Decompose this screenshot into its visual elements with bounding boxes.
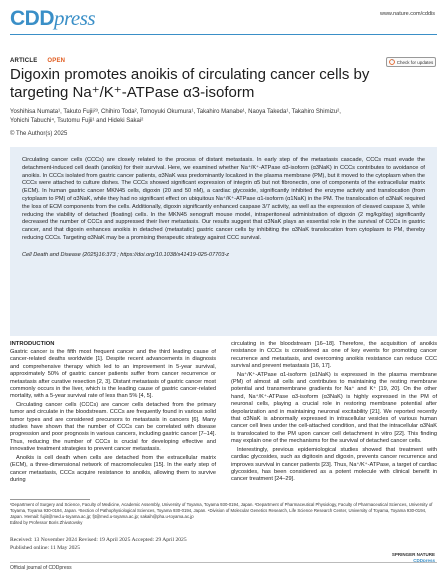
footer-journal: Official journal of CDDpress	[10, 565, 72, 571]
abstract-text: Circulating cancer cells (CCCs) are closely related to the process of distant metastasis. In early step of the metastasis cascade, CCCs must evade the detachment-induced cell death (anoikis) for their survival. Here, we examined whether Na⁺/K⁺-ATPase α3-isoform (α3NaK) in CCCs contributes to avoidance of anoikis. In CCCs isolated from gastric cancer patients, α3NaK was predominantly localized in the plasma membrane (PM), but it moved to the cytoplasm when the CCCs were attached to culture dishes. The CCCs showed significant expression of integrin α5 but not fibronectin, one of components of the extracellular matrix (ECM). In human gastric cancer MKN45 cells, digoxin (20 and 50 nM), a cardiac glycoside, significantly inhibited the enzyme activity and translocation (from cytoplasm to PM) of α3NaK, while they had no significant effect on ubiquitous Na⁺/K⁺-ATPase α1-isoform (α1NaK) in the PM. The translocation of α3NaK required the loss of ECM components from the cells. Additionally, digoxin significantly enhanced caspase 3/7 activity, as well as the expression of cleaved caspase 3, while reducing the viability of detached (floating) cells. In the MKN45 xenograft mouse model, intraperitoneal administration of digoxin (2 mg/kg/day) significantly decreased the number of CCCs and suppressed their liver metastasis. Our results suggest that α3NaK plays an essential role in the survival of CCCs in gastric cancer, and that digoxin enhances anoikis in detached (metastatic) gastric cancer cells by inhibiting the α3NaK translocation from cytoplasm to PM, thereby reducing CCCs. Targeting α3NaK may be a promising therapeutic strategy against CCC survival.	[22, 157, 425, 241]
paragraph: Na⁺/K⁺-ATPase α1-isoform (α1NaK) is expressed in the plasma membrane (PM) of almost all cells and contributes to maintaining the resting membrane potential and transmembrane gradients for Na⁺ and K⁺ [19, 20]. On the other hand, Na⁺/K⁺-ATPase α3-isoform (α3NaK) is highly expressed in the PM of neuronal cells, playing a crucial role in restoring membrane potential after depolarization and in maintaining neuronal excitability [21]. We reported recently that α3NaK is abnormally expressed in intracellular vesicles of various human cancer cell lines under the cell-attached condition, and that the intracellular α3NaK is translocated to the PM upon cancer cell detachment in vitro [22]. This finding may explain one of the mechanisms for the survival of detached cancer cells.	[231, 371, 437, 445]
footer-rule	[10, 562, 437, 563]
header-rule	[10, 34, 437, 35]
paragraph: Anoikis is cell death when cells are detached from the extracellular matrix (ECM), a three-dimensional network of macromolecules [15]. In the early step of cancer metastasis, CCCs acquire resistance to anoikis, allowing them to survive during	[10, 454, 216, 483]
refresh-icon	[389, 59, 395, 65]
author-list	[10, 108, 435, 126]
author-line-1[interactable]: Yoshihisa Numata¹, Takuto Fujii²³, Chihiro Toda², Tomoyuki Okumura¹, Takahiro Manabe¹, Naoya Takeda¹, Takahiro Shimizu²,	[10, 109, 341, 115]
journal-logo[interactable]: CDDpress	[10, 6, 96, 30]
author-line-2[interactable]: Yohichi Tabuchi⁴, Tsutomu Fujii¹ and Hideki Sakai²	[10, 118, 144, 124]
article-label: ARTICLE	[10, 58, 38, 64]
cddpress-label: CDDpress	[413, 558, 435, 563]
springer-nature-label: SPRINGER NATURE	[391, 552, 435, 557]
citation-line[interactable]: Cell Death and Disease (2025)16:373 ; https://doi.org/10.1038/s41419-025-07703-z	[22, 251, 230, 258]
footnote-rule	[10, 499, 90, 500]
published-date: Published online: 11 May 2025	[10, 545, 81, 551]
publication-dates	[10, 536, 187, 552]
article-title: Digoxin promotes anoikis of circulating cancer cells by targeting Na⁺/K⁺-ATPase α3-isoform	[10, 66, 370, 101]
paragraph: Interestingly, previous epidemiological studies showed that treatment with cardiac glycosides, such as digitoxin and digoxin, prevents cancer recurrence and improves survival in cancer patients [23]. Thus, Na⁺/K⁺-ATPase, a target of cardiac glycosides, has been considered as a potent molecule with clinical benefit in cancer treatment [24–29].	[231, 446, 437, 483]
open-access-label: OPEN	[47, 58, 66, 64]
paragraph: Gastric cancer is the fifth most frequent cancer and the third leading cause of cancer-related deaths worldwide [1]. Despite recent advancements in diagnosis and comprehensive therapy which led to an improvement in 5-year survival, approximately 50% of gastric cancer patients suffer from cancer recurrence or metastasis after curative resection [2, 3]. Distant metastasis of gastric cancer most commonly occurs in the liver, which is the leading cause of gastric cancer-related mortality, with a 5-year survival rate of less than 5% [4, 5].	[10, 349, 216, 400]
copyright: © The Author(s) 2025	[10, 131, 68, 137]
paragraph: Circulating cancer cells (CCCs) are cancer cells detached from the primary tumor and circulate in the bloodstream. CCCs are frequently found in various solid tumor types and are considered precursors to metastasis in cancers [6]. Many studies have shown that the number of CCCs can be correlated with disease progression and poor prognosis in various cancers, including gastric cancer [7–14]. Thus, reducing the number of CCCs is crucial for developing effective and innovative treatment strategies to prevent cancer metastasis.	[10, 401, 216, 453]
affiliations-footnote: ¹Department of Surgery and Science, Faculty of Medicine, Academic Assembly, University of Toyama, Toyama 930-0194, Japan. ²Department of Pharmaceutical Physiology, Faculty of Pharmaceutical Sciences, University of Toyama, Toyama 930-0194, Japan. ³Section of Pathophysiological Sciences, Toyama 930-0194, Japan. ⁴Division of Molecular Genetics Research, Life Science Research Center, University of Toyama, Toyama 930-0194, Japan. ✉email: fujiit@med.u-toyama.ac.jp; fjt@med.u-toyama.ac.jp; sakaih@pha.u-toyama.ac.jp Edited by Professor Boris Zhivotovsky	[10, 502, 433, 525]
journal-url[interactable]: www.nature.com/cddis	[379, 11, 435, 17]
page-header	[0, 0, 447, 40]
section-heading-introduction: INTRODUCTION	[10, 341, 55, 347]
abstract-box	[10, 147, 437, 336]
article-type-line	[10, 58, 65, 64]
paragraph: circulating in the bloodstream [16–18]. Therefore, the acquisition of anoikis resistance in CCCs is considered as one of key events for promoting cancer recurrence and metastasis, and overcoming anoikis resistance can reduce CCC survival and prevent metastasis [16, 17].	[231, 341, 437, 370]
right-column	[231, 341, 437, 485]
received-dates: Received: 13 November 2024 Revised: 19 April 2025 Accepted: 29 April 2025	[10, 537, 187, 543]
check-for-updates-label: Check for updates	[396, 59, 434, 65]
left-column	[10, 341, 216, 485]
